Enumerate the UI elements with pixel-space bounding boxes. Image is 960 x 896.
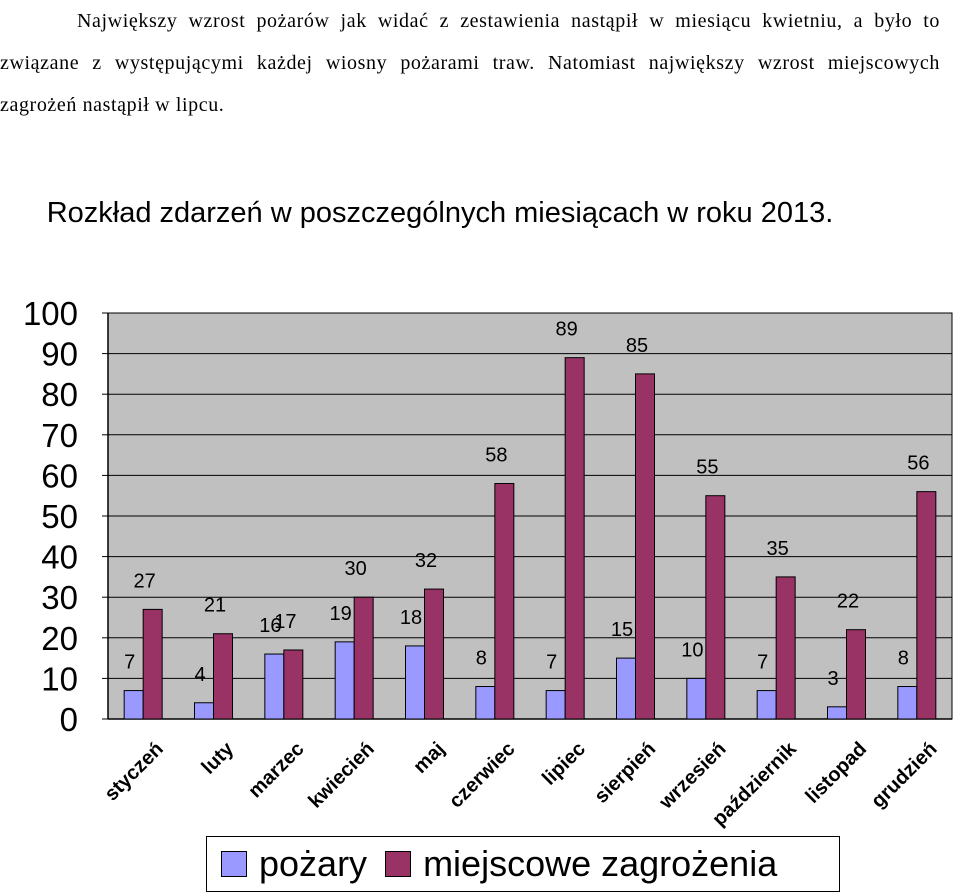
bar-miejscowe-zagrozenia [284,650,303,719]
y-tick-label: 50 [41,498,78,535]
bar-pozary [195,703,214,719]
data-label-pozary: 8 [475,647,487,670]
bar-miejscowe-zagrozenia [143,609,162,719]
bar-pozary [406,646,425,719]
y-tick-label: 60 [41,457,78,495]
bar-pozary [828,707,847,719]
x-tick-label: maj [409,737,450,778]
bar-miejscowe-zagrozenia [776,577,795,719]
data-label-miejscowe-zagrozenia: 17 [274,610,297,633]
data-label-pozary: 3 [827,667,839,690]
data-label-pozary: 7 [124,651,136,674]
bar-miejscowe-zagrozenia [706,496,725,719]
x-tick-label: styczeń [100,737,168,806]
chart-legend [206,836,840,892]
x-tick-label: lipiec [538,737,590,790]
bar-miejscowe-zagrozenia [565,358,584,719]
data-label-pozary: 19 [329,602,352,625]
data-label-pozary: 18 [399,606,423,629]
y-tick-label: 100 [22,295,78,332]
y-tick-label: 40 [41,538,78,576]
data-label-miejscowe-zagrozenia: 85 [625,334,649,357]
bar-pozary [687,678,706,719]
intro-paragraph: Największy wzrost pożarów jak widać z zestawienia nastąpił w miesiącu kwietniu, a było to związane z występującymi każdej wiosny pożarami traw. Natomiast największy wzrost miejscowych zagrożeń nastąpił w lipcu. [0,10,940,116]
y-tick-label: 0 [59,701,78,738]
x-tick-label: grudzień [867,737,942,813]
bar-miejscowe-zagrozenia [636,374,655,719]
data-label-miejscowe-zagrozenia: 32 [414,550,438,573]
x-tick-label: wrzesień [655,737,731,814]
data-label-pozary: 7 [757,651,769,674]
bar-miejscowe-zagrozenia [495,484,514,719]
bar-pozary [546,691,565,719]
bar-pozary [476,687,495,719]
data-label-miejscowe-zagrozenia: 56 [907,452,930,475]
bar-pozary [617,658,636,719]
legend-label-pozary: pożary [259,843,368,884]
y-tick-label: 80 [41,376,78,414]
x-tick-label: październik [708,737,801,831]
bar-pozary [124,691,143,719]
y-tick-label: 20 [41,619,78,657]
data-label-miejscowe-zagrozenia: 30 [344,558,367,581]
data-label-pozary: 7 [546,651,558,674]
data-label-pozary: 15 [610,619,634,642]
x-tick-label: luty [197,737,239,779]
bar-miejscowe-zagrozenia [425,589,444,719]
data-label-pozary: 16 [259,615,282,638]
legend-swatch-pozary [221,851,247,877]
data-label-miejscowe-zagrozenia: 35 [766,537,789,560]
bar-pozary [265,654,284,719]
x-tick-label: listopad [801,737,872,808]
bar-miejscowe-zagrozenia [917,492,936,719]
legend-label-miejscowe-zagrozenia: miejscowe zagrożenia [423,843,778,884]
y-tick-label: 90 [41,335,78,373]
y-tick-label: 10 [41,660,78,698]
bar-miejscowe-zagrozenia [847,630,866,719]
bar-miejscowe-zagrozenia [354,597,373,719]
bar-miejscowe-zagrozenia [214,634,233,719]
data-label-miejscowe-zagrozenia: 58 [485,444,508,467]
data-label-miejscowe-zagrozenia: 89 [555,318,578,341]
x-tick-label: czerwiec [445,737,520,813]
data-label-pozary: 10 [681,639,704,662]
data-label-pozary: 4 [194,663,206,686]
data-label-miejscowe-zagrozenia: 55 [696,456,719,479]
data-label-pozary: 8 [897,647,909,670]
data-label-miejscowe-zagrozenia: 22 [836,590,860,613]
y-tick-label: 70 [41,416,78,454]
data-label-miejscowe-zagrozenia: 27 [133,570,156,593]
bar-pozary [757,691,776,719]
legend-swatch-miejscowe-zagrozenia [385,851,411,877]
bar-pozary [898,687,917,719]
data-label-miejscowe-zagrozenia: 21 [203,594,227,617]
x-tick-label: sierpień [590,737,661,808]
chart-title: Rozkład zdarzeń w poszczególnych miesiącach w roku 2013. [46,197,834,229]
x-tick-label: marzec [244,737,309,803]
x-tick-label: kwiecień [304,737,379,813]
bar-pozary [335,642,354,719]
y-tick-label: 30 [41,579,78,617]
